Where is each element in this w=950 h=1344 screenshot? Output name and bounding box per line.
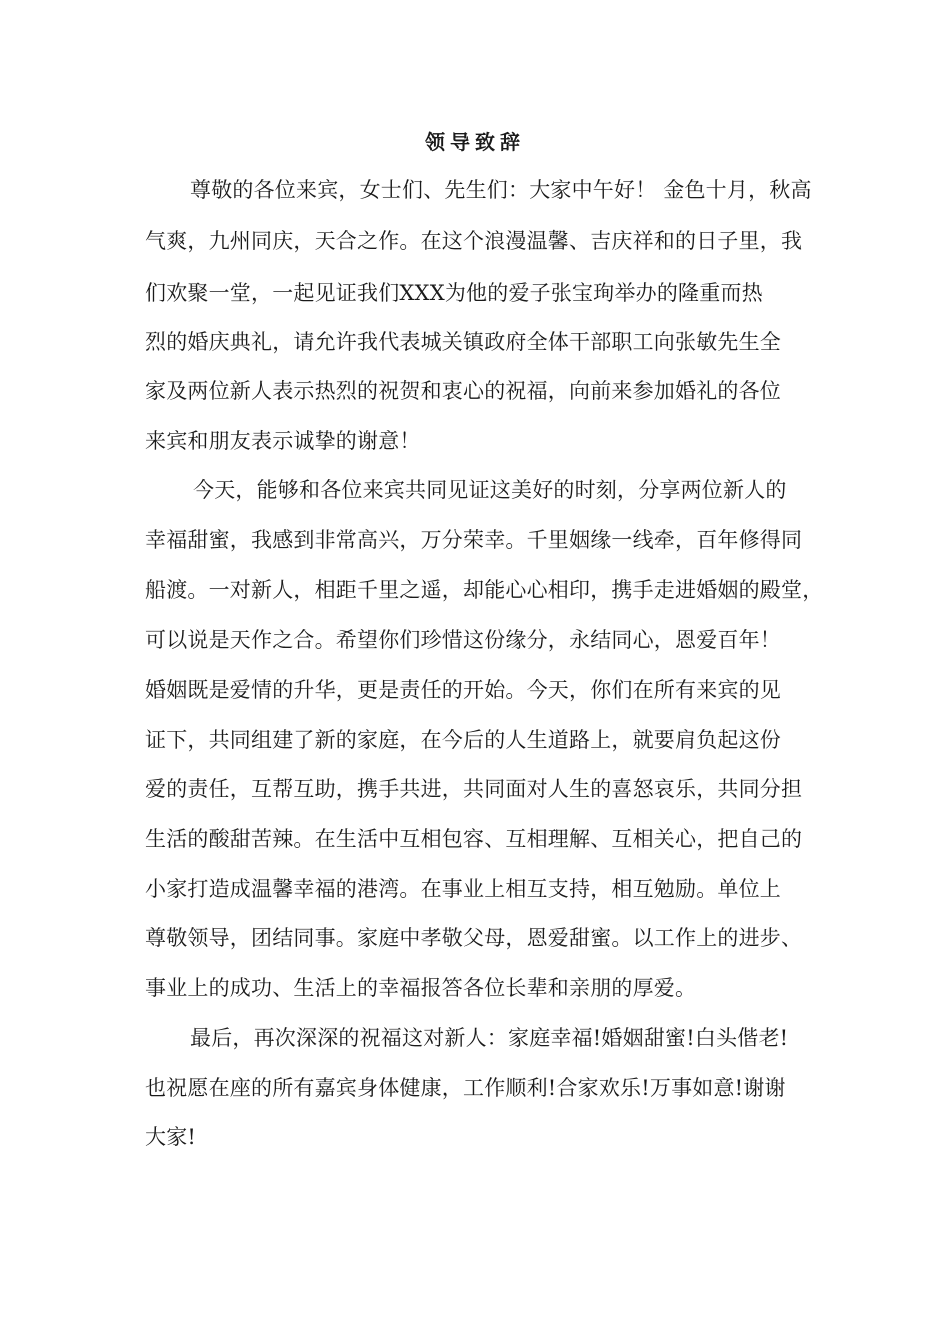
text-line: 大家! (145, 1125, 197, 1149)
text-line: 烈的婚庆典礼，请允许我代表城关镇政府全体干部职工向张敏先生全 (145, 330, 781, 354)
text-line: 婚姻既是爱情的升华，更是责任的开始。今天，你们在所有来宾的见 (145, 678, 781, 702)
text-line: 生活的酸甜苦辣。在生活中互相包容、互相理解、互相关心，把自己的 (145, 827, 803, 851)
text-line: 来宾和朋友表示诚挚的谢意！ (145, 429, 421, 453)
text-line: 小家打造成温馨幸福的港湾。在事业上相互支持，相互勉励。单位上 (145, 877, 781, 901)
text-line: 最后，再次深深的祝福这对新人：家庭幸福!婚姻甜蜜!白头偕老! (190, 1026, 789, 1050)
text-line: 今天，能够和各位来宾共同见证这美好的时刻，分享两位新人的 (193, 478, 787, 502)
text-line: 尊敬领导，团结同事。家庭中孝敬父母，恩爱甜蜜。以工作上的进步、 (145, 926, 803, 950)
text-line: 也祝愿在座的所有嘉宾身体健康，工作顺利!合家欢乐!万事如意!谢谢 (145, 1076, 786, 1100)
text-line: 家及两位新人表示热烈的祝贺和衷心的祝福，向前来参加婚礼的各位 (145, 379, 781, 403)
text-line: 尊敬的各位来宾，女士们、先生们：大家中午好！ 金色十月，秋高 (190, 178, 812, 202)
text-line: 船渡。一对新人，相距千里之遥，却能心心相印，携手走进婚姻的殿堂， (145, 578, 824, 602)
text-line: 爱的责任，互帮互助，携手共进，共同面对人生的喜怒哀乐，共同分担 (145, 777, 803, 801)
text-line: 可以说是天作之合。希望你们珍惜这份缘分，永结同心，恩爱百年！ (145, 628, 781, 652)
text-line: 气爽，九州同庆，天合之作。在这个浪漫温馨、吉庆祥和的日子里，我 (145, 229, 803, 253)
text-line: 幸福甜蜜，我感到非常高兴，万分荣幸。千里姻缘一线牵，百年修得同 (145, 528, 803, 552)
text-line: 证下，共同组建了新的家庭，在今后的人生道路上，就要肩负起这份 (145, 728, 781, 752)
text-line: 们欢聚一堂，一起见证我们XXX为他的爱子张宝珣举办的隆重而热 (145, 281, 763, 305)
page-title: 领导致辞 (425, 130, 525, 154)
text-line: 事业上的成功、生活上的幸福报答各位长辈和亲朋的厚爱。 (145, 976, 697, 1000)
